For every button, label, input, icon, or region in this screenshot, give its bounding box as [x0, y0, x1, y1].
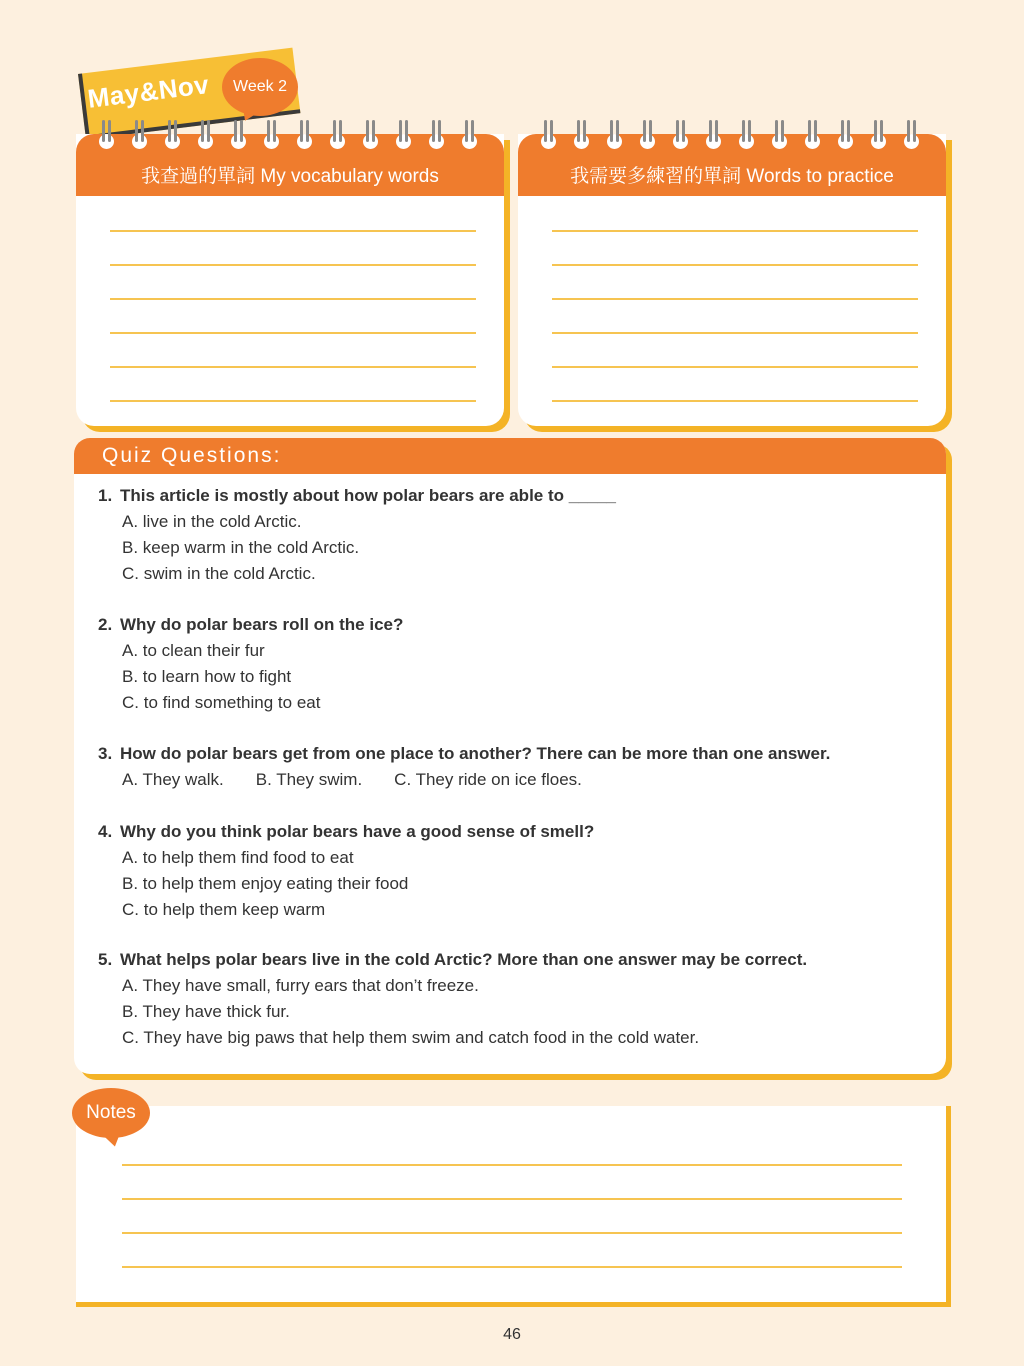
- ring-icon: [164, 120, 181, 150]
- month-label: May&Nov: [86, 69, 211, 114]
- ring-icon: [573, 120, 590, 150]
- answer-options-row: [98, 770, 918, 796]
- ring-icon: [428, 120, 445, 150]
- notes-write-line[interactable]: [122, 1232, 902, 1234]
- notes-write-line[interactable]: [122, 1266, 902, 1268]
- answer-option[interactable]: C. They have big paws that help them swim and catch food in the cold water.: [122, 1028, 700, 1047]
- vocabulary-card: [76, 134, 504, 426]
- question-text: 2. Why do polar bears roll on the ice?: [98, 615, 404, 634]
- notes-write-line[interactable]: [122, 1198, 902, 1200]
- vocab-write-line[interactable]: [110, 298, 476, 300]
- practice-write-line[interactable]: [552, 298, 918, 300]
- vocab-write-line[interactable]: [110, 400, 476, 402]
- ring-icon: [672, 120, 689, 150]
- ring-icon: [296, 120, 313, 150]
- ring-icon: [870, 120, 887, 150]
- answer-option[interactable]: B. keep warm in the cold Arctic.: [122, 538, 360, 557]
- vocabulary-card-title: 我查過的單詞 My vocabulary words: [76, 134, 504, 196]
- question-text: 4. Why do you think polar bears have a good sense of smell?: [98, 822, 595, 841]
- answer-option[interactable]: A. to clean their fur: [122, 641, 265, 660]
- answer-option[interactable]: B. to help them enjoy eating their food: [122, 874, 409, 893]
- ring-icon: [540, 120, 557, 150]
- answer-option[interactable]: B. They swim.: [255, 770, 363, 789]
- ring-icon: [197, 120, 214, 150]
- question-3: [98, 744, 918, 796]
- ring-icon: [771, 120, 788, 150]
- ring-icon: [606, 120, 623, 150]
- week-badge: Week 2: [222, 58, 298, 116]
- ring-icon: [98, 120, 115, 150]
- spiral-rings: [98, 120, 478, 150]
- answer-option[interactable]: A. They have small, furry ears that don’t freeze.: [122, 976, 479, 995]
- answer-option[interactable]: B. They have thick fur.: [122, 1002, 290, 1021]
- ring-icon: [837, 120, 854, 150]
- ring-icon: [263, 120, 280, 150]
- question-text: 3. How do polar bears get from one place to another? There can be more than one answer.: [98, 744, 831, 763]
- vocab-write-line[interactable]: [110, 230, 476, 232]
- vocab-write-line[interactable]: [110, 264, 476, 266]
- practice-write-line[interactable]: [552, 332, 918, 334]
- answer-option[interactable]: A. live in the cold Arctic.: [122, 512, 302, 531]
- practice-card-title: 我需要多練習的單詞 Words to practice: [518, 134, 946, 196]
- answer-option[interactable]: B. to learn how to fight: [122, 667, 292, 686]
- quiz-title: Quiz Questions:: [74, 438, 946, 474]
- quiz-panel: [74, 438, 946, 1074]
- answer-option[interactable]: C. swim in the cold Arctic.: [122, 564, 316, 583]
- notes-label: Notes: [72, 1088, 150, 1138]
- practice-write-line[interactable]: [552, 400, 918, 402]
- practice-write-line[interactable]: [552, 230, 918, 232]
- ring-icon: [131, 120, 148, 150]
- answer-option[interactable]: A. They walk.: [122, 770, 224, 789]
- question-4: [98, 822, 918, 926]
- notes-box: [76, 1106, 951, 1307]
- practice-card: [518, 134, 946, 426]
- page-number: 46: [503, 1326, 521, 1343]
- practice-write-line[interactable]: [552, 264, 918, 266]
- question-text: 1. This article is mostly about how polar bears are able to _____: [98, 486, 617, 505]
- ring-icon: [461, 120, 478, 150]
- ring-icon: [362, 120, 379, 150]
- question-5: [98, 950, 918, 1054]
- notes-write-line[interactable]: [122, 1164, 902, 1166]
- answer-option[interactable]: C. They ride on ice floes.: [394, 770, 582, 789]
- vocab-write-line[interactable]: [110, 332, 476, 334]
- practice-write-line[interactable]: [552, 366, 918, 368]
- question-text: 5. What helps polar bears live in the cold Arctic? More than one answer may be correct.: [98, 950, 808, 969]
- ring-icon: [903, 120, 920, 150]
- vocab-write-line[interactable]: [110, 366, 476, 368]
- ring-icon: [738, 120, 755, 150]
- ring-icon: [395, 120, 412, 150]
- question-1: [98, 486, 918, 590]
- ring-icon: [230, 120, 247, 150]
- spiral-rings: [540, 120, 920, 150]
- answer-option[interactable]: C. to find something to eat: [122, 693, 321, 712]
- ring-icon: [804, 120, 821, 150]
- ring-icon: [705, 120, 722, 150]
- answer-option[interactable]: C. to help them keep warm: [122, 900, 326, 919]
- ring-icon: [639, 120, 656, 150]
- question-2: [98, 615, 918, 719]
- ring-icon: [329, 120, 346, 150]
- answer-option[interactable]: A. to help them find food to eat: [122, 848, 354, 867]
